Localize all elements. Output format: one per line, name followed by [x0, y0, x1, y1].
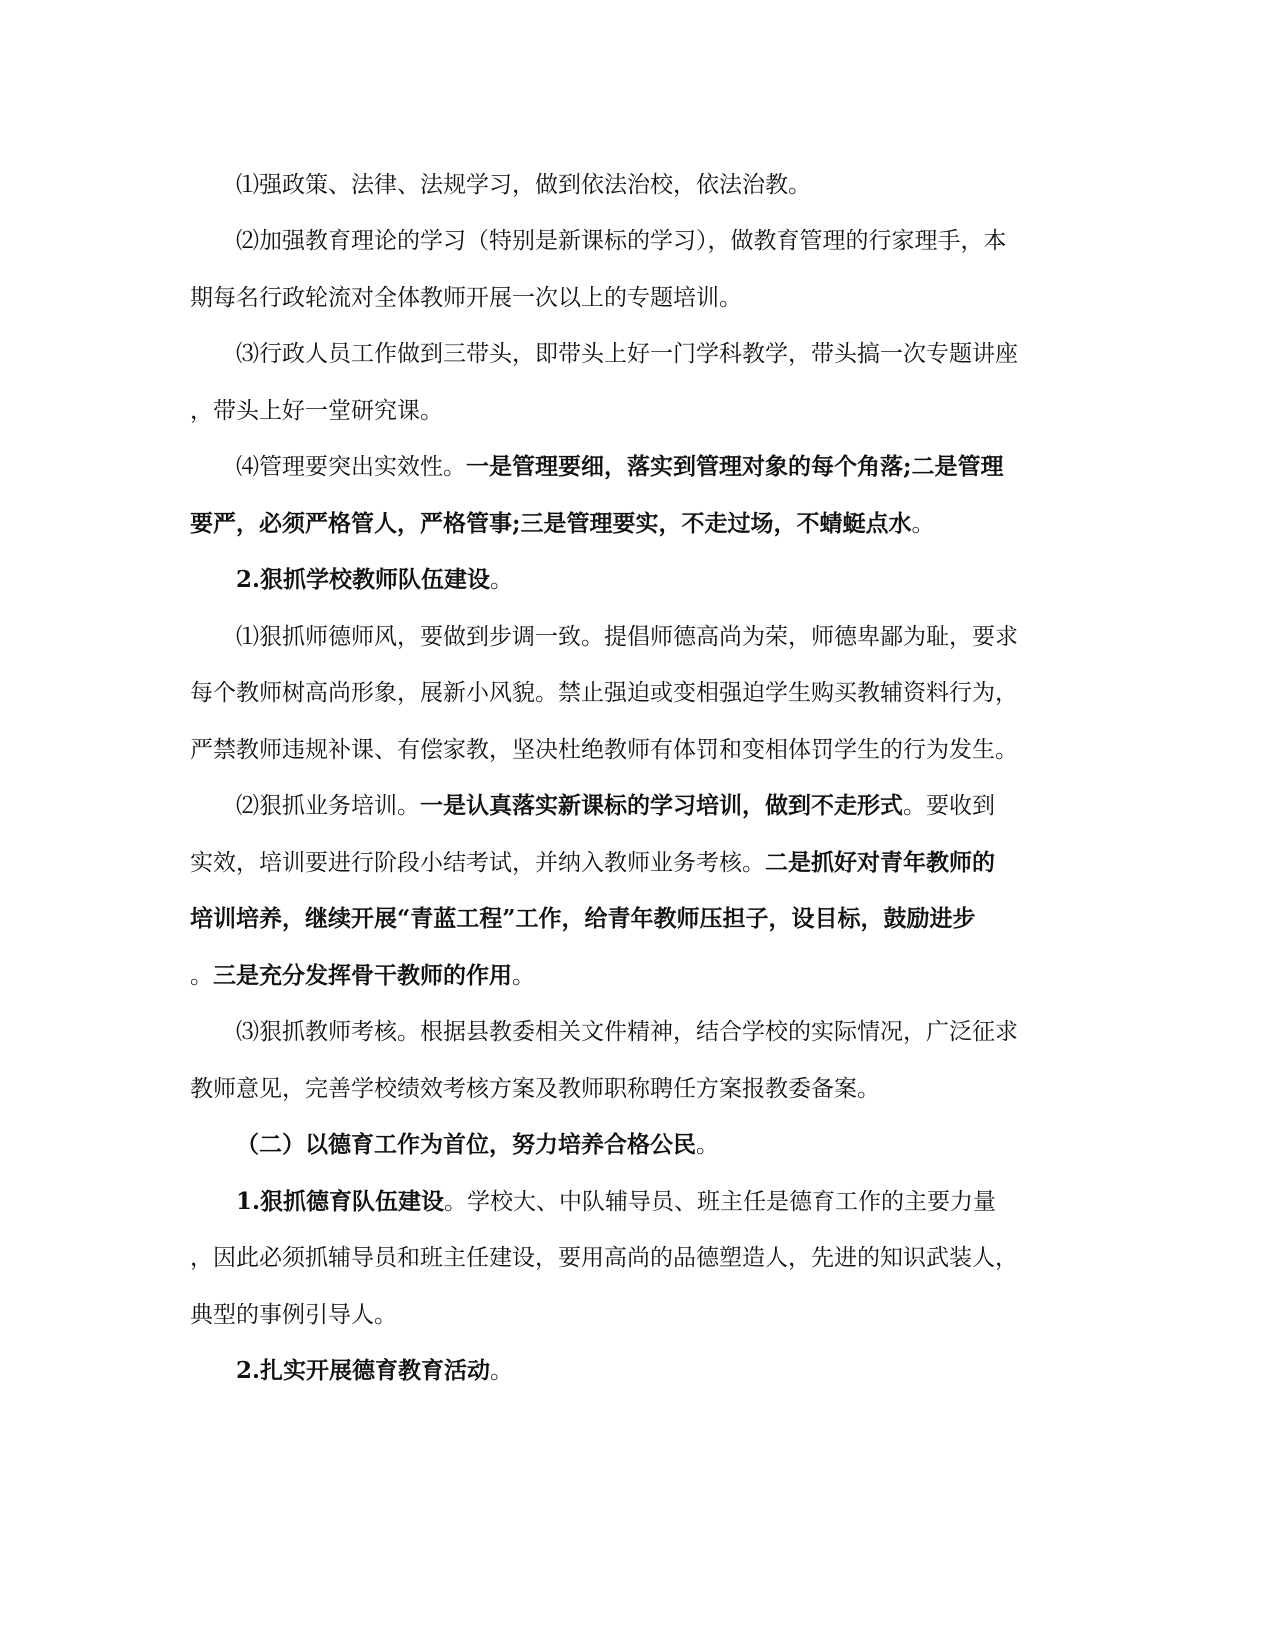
text-run: 。学校大、中队辅导员、班主任是德育工作的主要力量	[444, 1189, 997, 1215]
paragraph-line: ，因此必须抓辅导员和班主任建设，要用高尚的品德塑造人，先进的知识武装人，	[190, 1245, 1018, 1271]
bold-run: 2.狠抓学校教师队伍建设	[236, 566, 491, 593]
bold-run: 1.狠抓德育队伍建设	[236, 1188, 445, 1215]
paragraph-line: ⑶狠抓教师考核。根据县教委相关文件精神，结合学校的实际情况，广泛征求	[236, 1019, 1018, 1045]
paragraph-line: ⑵加强教育理论的学习（特别是新课标的学习），做教育管理的行家理手，本	[236, 228, 1007, 254]
paragraph-line	[190, 509, 1090, 539]
paragraph-line: 期每名行政轮流对全体教师开展一次以上的专题培训。	[190, 285, 742, 311]
bold-run: 一是管理要细，落实到管理对象的每个角落;二是管理	[466, 453, 1004, 480]
paragraph-line	[190, 904, 1090, 934]
section-heading	[236, 1130, 1136, 1160]
text-run: 。	[490, 1358, 514, 1384]
paragraph-line: ⑴强政策、法律、法规学习，做到依法治校，依法治教。	[236, 172, 811, 198]
bold-run: 要严，必须严格管人，严格管事;三是管理要实，不走过场，不蜻蜓点水	[190, 510, 912, 537]
text-run: 。要收到	[903, 793, 995, 819]
text-run: 。	[911, 511, 935, 537]
paragraph-line: ，带头上好一堂研究课。	[190, 398, 443, 424]
paragraph-line	[190, 961, 1090, 991]
section-heading	[236, 565, 1136, 595]
text-run: 。	[190, 963, 213, 989]
text-run: ⑷管理要突出实效性。	[236, 454, 466, 480]
text-run: 。	[696, 1132, 719, 1158]
section-heading	[236, 1356, 1136, 1386]
bold-run: 一是认真落实新课标的学习培训，做到不走形式	[420, 792, 903, 819]
paragraph-line: 教师意见，完善学校绩效考核方案及教师职称聘任方案报教委备案。	[190, 1076, 880, 1102]
paragraph-line	[236, 452, 1136, 482]
bold-run: （二）以德育工作为首位，努力培养合格公民	[236, 1131, 696, 1158]
text-run: 。	[512, 963, 535, 989]
text-run: 实效，培训要进行阶段小结考试，并纳入教师业务考核。	[190, 850, 765, 876]
bold-run: 培训培养，继续开展“青蓝工程”工作，给青年教师压担子，设目标，鼓励进步	[190, 905, 976, 932]
paragraph-line: 典型的事例引导人。	[190, 1302, 397, 1328]
text-run: 。	[490, 567, 514, 593]
bold-run: 三是充分发挥骨干教师的作用	[213, 962, 512, 989]
paragraph-line	[190, 848, 1090, 878]
bold-run: 2.扎实开展德育教育活动	[236, 1357, 491, 1384]
text-run: ⑵狠抓业务培训。	[236, 793, 420, 819]
bold-run: 二是抓好对青年教师的	[765, 849, 995, 876]
paragraph-line: ⑶行政人员工作做到三带头，即带头上好一门学科教学，带头搞一次专题讲座	[236, 341, 1018, 367]
paragraph-line: 每个教师树高尚形象，展新小风貌。禁止强迫或变相强迫学生购买教辅资料行为，	[190, 680, 1018, 706]
paragraph-line: ⑴狠抓师德师风，要做到步调一致。提倡师德高尚为荣，师德卑鄙为耻，要求	[236, 624, 1018, 650]
paragraph-line: 严禁教师违规补课、有偿家教，坚决杜绝教师有体罚和变相体罚学生的行为发生。	[190, 737, 1018, 763]
paragraph-line	[236, 1187, 1136, 1217]
paragraph-line	[236, 791, 1136, 821]
